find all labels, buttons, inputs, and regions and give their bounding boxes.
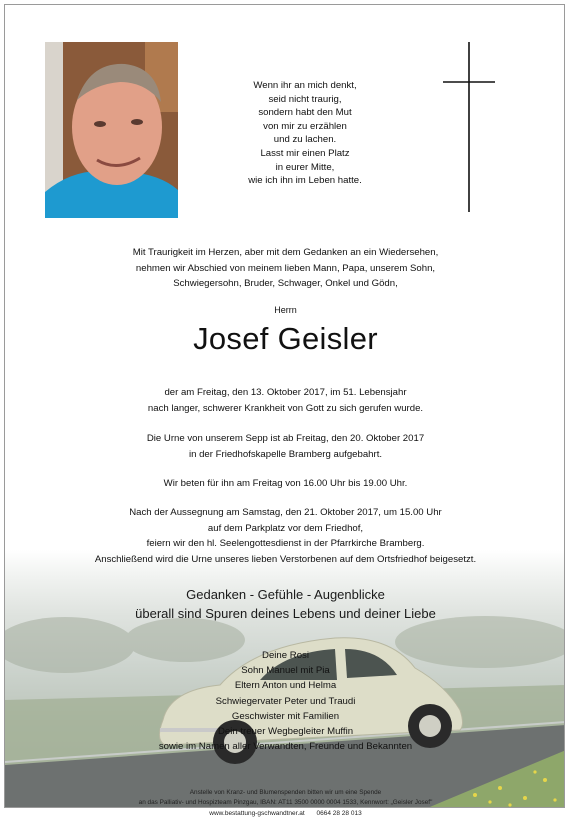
tagline-line: überall sind Spuren deines Lebens und deiner Liebe bbox=[135, 606, 436, 621]
poem-line: in eurer Mitte, bbox=[275, 161, 335, 173]
intro-text bbox=[5, 245, 565, 292]
donation-note bbox=[5, 788, 565, 808]
poem-line: wie ich ihn im Leben hatte. bbox=[248, 175, 362, 187]
poem-line: Wenn ihr an mich denkt, bbox=[253, 80, 357, 91]
obituary-card bbox=[4, 4, 565, 808]
poem-line: sondern habt den Mut bbox=[258, 107, 352, 119]
footer-phone: 0664 28 28 013 bbox=[316, 810, 362, 817]
intro-line: Schwiegersohn, Bruder, Schwager, Onkel und Gödn, bbox=[173, 278, 398, 289]
poem-line: von mir zu erzählen bbox=[263, 120, 347, 132]
ceremony-line: Anschließend wird die Urne unseres lieben Verstorbenen auf dem Ortsfriedhof beigesetzt. bbox=[94, 553, 477, 565]
footer-website[interactable]: www.bestattung-gschwandtner.at bbox=[209, 810, 305, 817]
donation-line: Anstelle von Kranz- und Blumenspenden bitten wir um eine Spende bbox=[189, 789, 382, 796]
family-line: Schwiegervater Peter und Traudi bbox=[215, 695, 356, 707]
prayer-line: Wir beten für ihn am Freitag von 16.00 Uhr bis 19.00 Uhr. bbox=[163, 478, 408, 489]
ceremony-line: Nach der Aussegnung am Samstag, den 21. Oktober 2017, um 15.00 Uhr bbox=[129, 507, 442, 518]
family-line: Eltern Anton und Helma bbox=[234, 680, 337, 692]
urn-line: in der Friedhofskapelle Bramberg aufgebahrt. bbox=[188, 448, 383, 460]
family-line: sowie im Namen aller Verwandten, Freunde und Bekannten bbox=[158, 741, 413, 753]
ceremony-line: feiern wir den hl. Seelengottesdienst in der Pfarrkirche Bramberg. bbox=[146, 538, 425, 549]
poem-line: seid nicht traurig, bbox=[268, 93, 342, 105]
ceremony-line: auf dem Parkplatz vor dem Friedhof, bbox=[207, 522, 364, 534]
intro-line: Mit Traurigkeit im Herzen, aber mit dem Gedanken an ein Wiedersehen, bbox=[132, 247, 439, 258]
death-line: der am Freitag, den 13. Oktober 2017, im 51. Lebensjahr bbox=[164, 387, 407, 398]
urn-line: Die Urne von unserem Sepp ist ab Freitag, den 20. Oktober 2017 bbox=[146, 433, 425, 444]
tagline bbox=[5, 585, 565, 623]
cross-icon bbox=[441, 42, 497, 212]
prayer-notice bbox=[5, 476, 565, 492]
footer bbox=[0, 810, 571, 817]
death-notice bbox=[5, 385, 565, 416]
portrait-photo bbox=[45, 42, 178, 218]
death-line: nach langer, schwerer Krankheit von Gott zu sich gerufen wurde. bbox=[147, 402, 424, 414]
poem-line: Lasst mir einen Platz bbox=[260, 147, 350, 159]
salutation: Herrn bbox=[274, 305, 297, 315]
poem bbox=[205, 79, 405, 188]
deceased-name: Josef Geisler bbox=[193, 321, 378, 356]
family-line: Deine Rosi bbox=[262, 650, 309, 661]
family-list bbox=[5, 648, 565, 754]
urn-notice bbox=[5, 431, 565, 462]
intro-line: nehmen wir Abschied von meinem lieben Mann, Papa, unserem Sohn, bbox=[135, 262, 436, 274]
family-line: Geschwister mit Familien bbox=[231, 710, 340, 722]
ceremony-notice bbox=[5, 505, 565, 567]
tagline-line: Gedanken - Gefühle - Augenblicke bbox=[186, 587, 385, 602]
family-line: Sohn Manuel mit Pia bbox=[241, 665, 330, 677]
donation-line: an das Palliativ- und Hospizteam Pinzgau, IBAN: AT11 3500 0000 0004 1533, Kennwort: „Geisler Josef" bbox=[138, 799, 433, 806]
poem-line: und zu lachen. bbox=[273, 134, 337, 146]
family-line: Dein treuer Wegbegleiter Muffin bbox=[217, 726, 354, 738]
